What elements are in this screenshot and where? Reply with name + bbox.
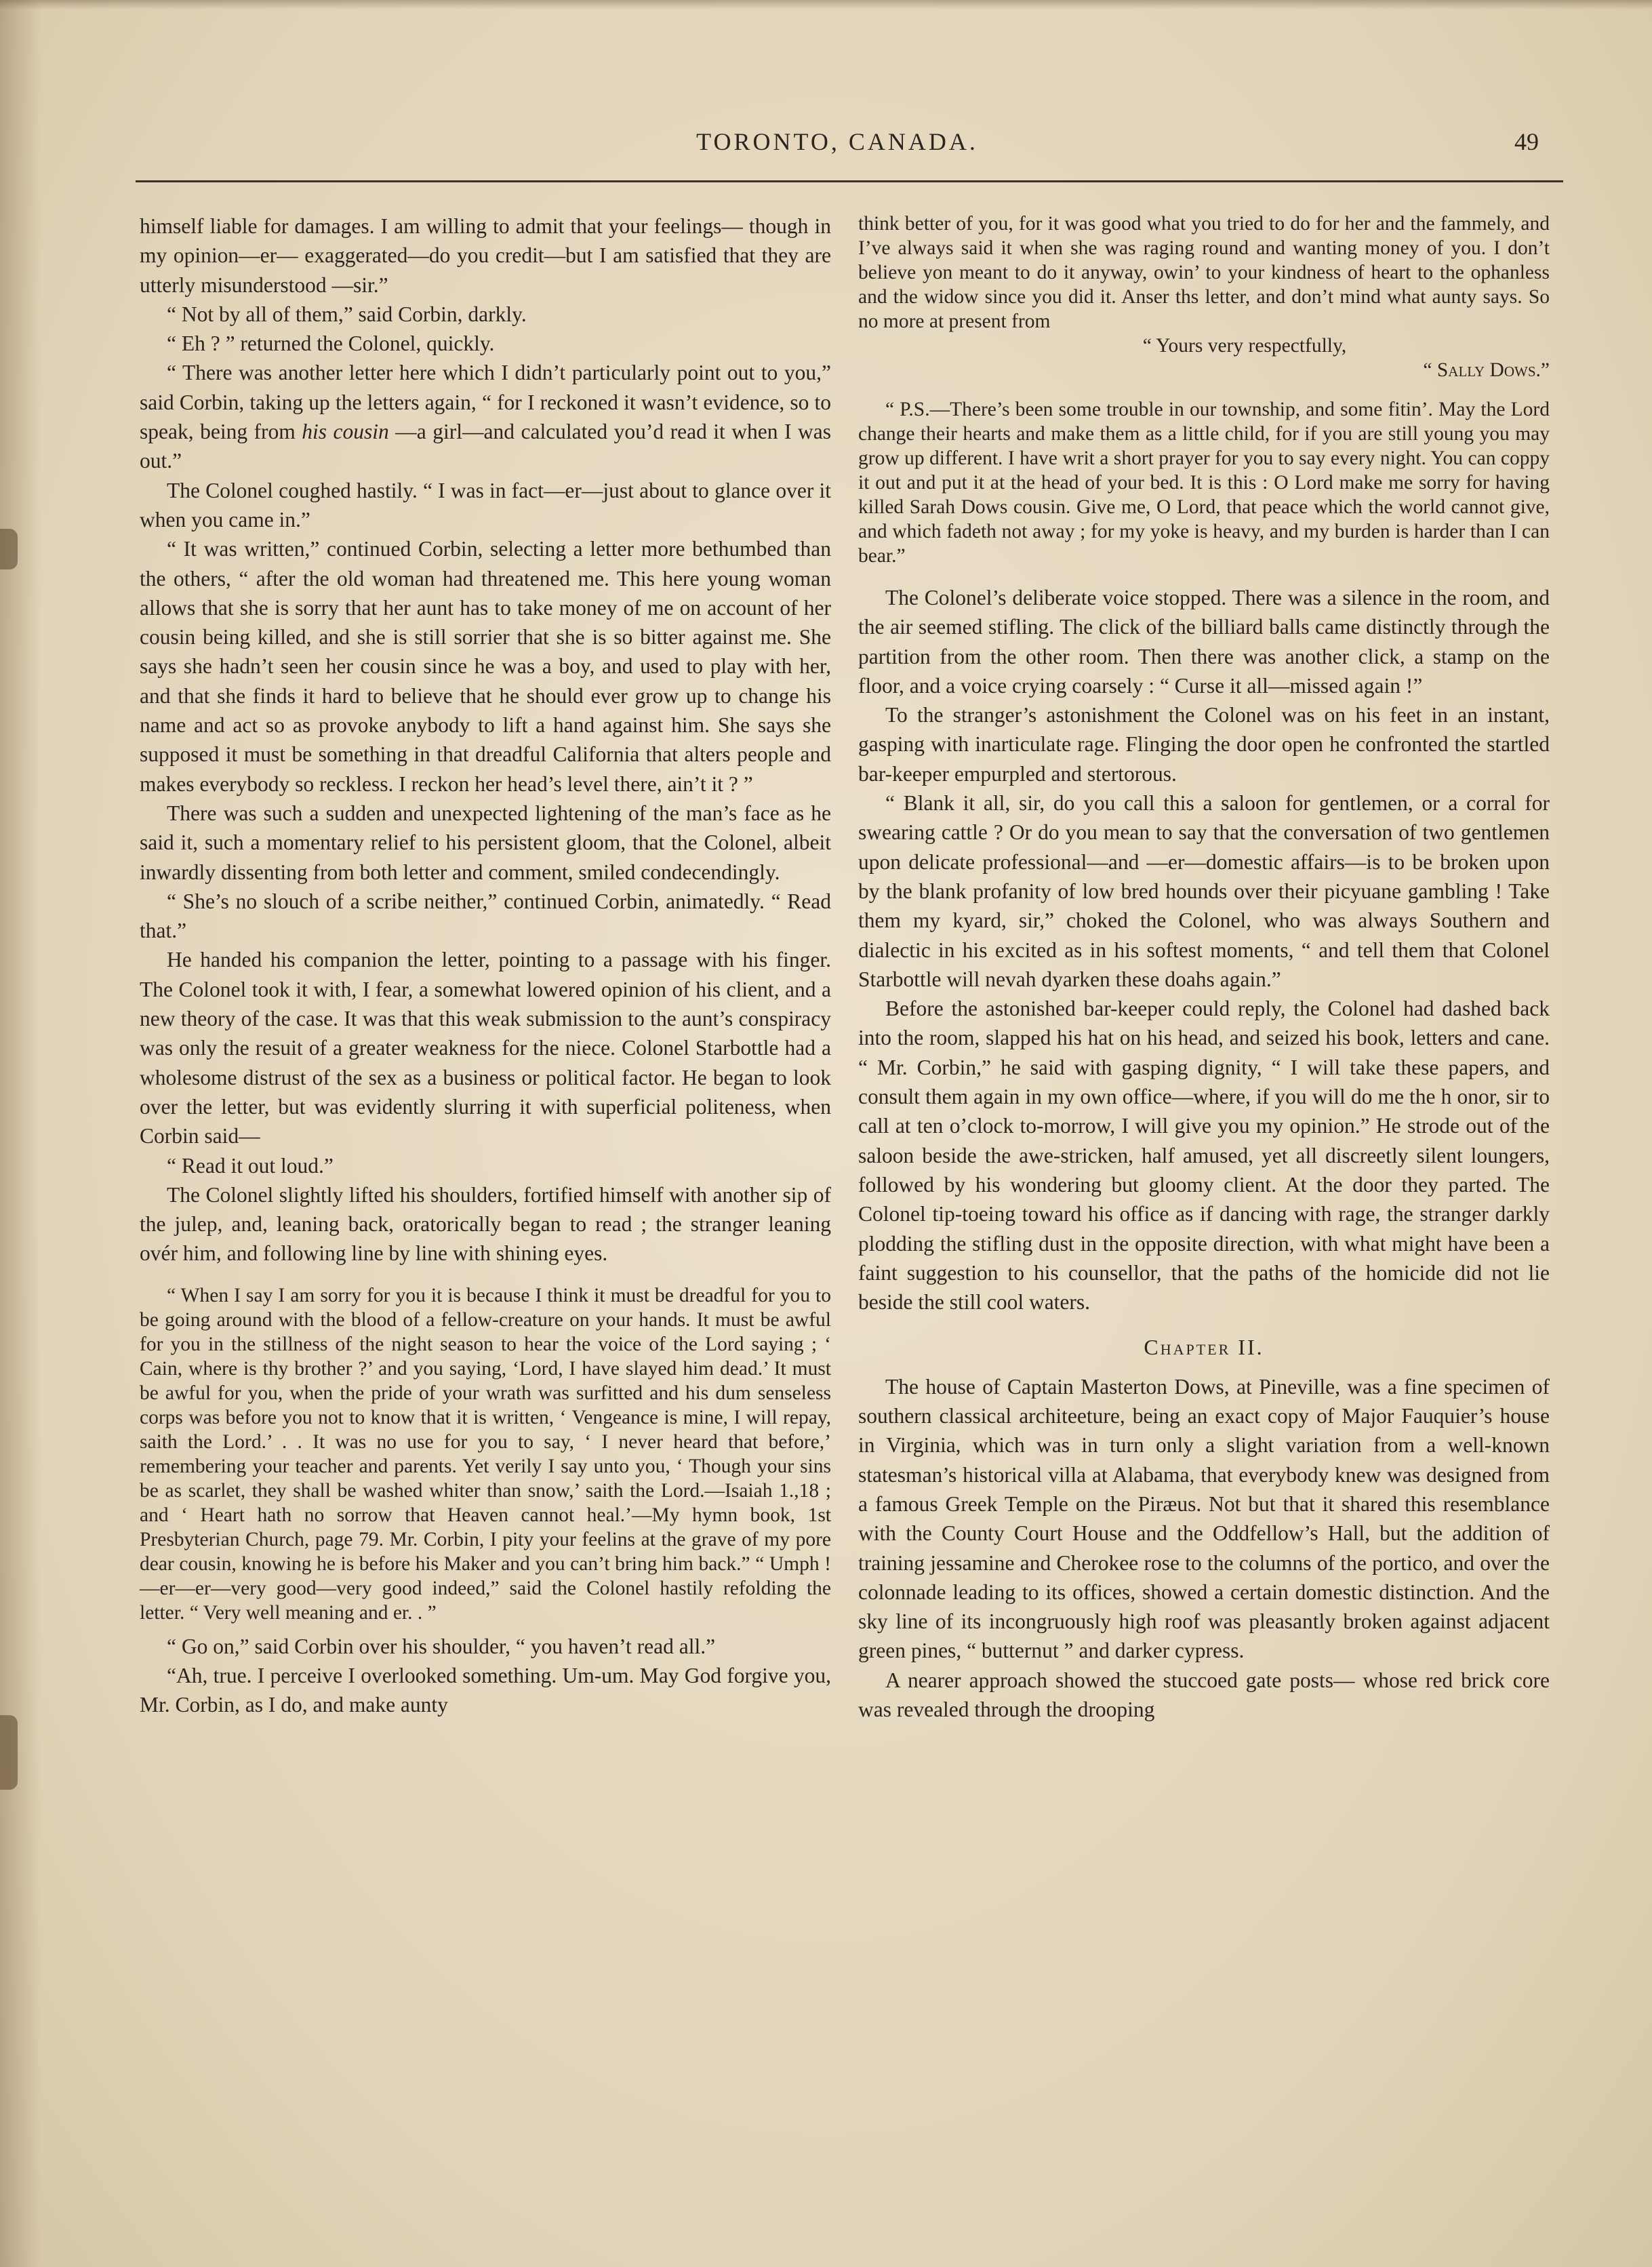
paragraph: The house of Captain Masterton Dows, at Pineville, was a fine specimen of southern classical architeeture, being an exact copy of Major Fauquier’s house in Virginia, which was in turn only a slight variation from a well-known statesman’s historical villa at Alabama, that everybody knew was designed from a famous Greek Temple on the Piræus. Not but that it shared this resemblance with the County Court House and the Oddfellow’s Hall, but the addition of training jessamine and Cherokee rose to the columns of the portico, and over the colonnade leading to its offices, showed a certain domestic distinction. And the sky line of its incongruously high roof was pleasantly broken against adjacent green pines, “ butternut ” and darker cypress.	[858, 1374, 1550, 1663]
paragraph: “ It was written,” continued Corbin, selecting a letter more bethumbed than the others, “ after the old woman had threatened me. This here young woman allows that she is sorry that her aunt has to take money of me on account of her cousin being killed, and she is still sorrier that she is so bitter against me. She says she hadn’t seen her cousin since he was a boy, and used to play with her, and that she finds it hard to believe that he should ever grow up to change his name and act so as provoke anybody to lift a hand against him. She says she supposed it must be something in that dreadful California that alters people and makes everybody so reckless. I reckon her head’s level there, ain’t it ? ”	[140, 537, 831, 796]
chapter-heading: Chapter II.	[1144, 1335, 1264, 1360]
running-header	[136, 127, 1539, 168]
running-head-title: TORONTO, CANADA.	[696, 128, 978, 155]
paragraph: To the stranger’s astonishment the Colonel was on his feet in an instant, gasping with inarticulate rage. Flinging the door open he confronted the startled bar-keeper empurpled and stertorous.	[858, 703, 1550, 786]
paragraph: The Colonel coughed hastily. “ I was in fact—er—just about to glance over it when you came in.”	[140, 478, 831, 531]
letter-text: “ When I say I am sorry for you it is because I think it must be dreadful for you to be going around with the blood of a fellow-creature on your hands. It must be awful for you in the stillness of the night season to hear the voice of the Lord saying ; ‘ Cain, where is thy brother ?’ and you saying, ‘Lord, I have slayed him dead.’ It must be awful for you, when the pride of your wrath was surfitted and his dum senseless corps was before you not to know that it is written, ‘ Vengeance is mine, I will repay, saith the Lord.’ . . It was no use for you to say, ‘ I never heard that before,’ remembering your teacher and parents. Yet verily I say unto you, ‘ Though your sins be as scarlet, they shall be washed whiter than snow,’ saith the Lord.—Isaiah 1.,18 ; and ‘ Heart hath no sorrow that Heaven cannot heal.’—My hymn book, 1st Presbyterian Church, page 79. Mr. Corbin, I pity your feelins at the grave of my pore dear cousin, knowing he is before his Maker and you can’t bring him back.” “ Umph ! —er—er—very good—very good indeed,” said the Colonel hastily refolding the letter. “ Very well meaning and er. . ”	[140, 1284, 831, 1624]
page-top-edge	[0, 0, 1652, 9]
page-number: 49	[1514, 128, 1539, 155]
letter-closing: “ Yours very respectfully,	[1142, 335, 1347, 357]
paragraph: Before the astonished bar-keeper could reply, the Colonel had dashed back into the room, slapped his hat on his head, and seized his book, letters and cane. “ Mr. Corbin,” he said with gasping dignity, “ I will take these papers, and consult them again in my own office—where, if you will do me the h onor, sir to call at ten o’clock to-morrow, I will give you my opinion.” He strode out of the saloon beside the awe-stricken, half amused, yet all discreetly silent loungers, followed by his wondering but gloomy client. At the door they parted. The Colonel tip-toeing toward his office as if dancing with rage, the stranger darkly plodding the stifling dust in the opposite direction, with what might have been a faint suggestion to his counsellor, that the paths of the homicide did not lie beside the still cool waters.	[858, 997, 1550, 1315]
paragraph: “ Not by all of them,” said Corbin, darkly.	[167, 302, 527, 326]
letter-signature: “ Sally Dows.”	[1423, 359, 1550, 381]
left-column	[140, 212, 831, 1720]
paragraph: “ Read it out loud.”	[167, 1153, 334, 1178]
header-rule	[136, 180, 1563, 182]
paragraph: himself liable for damages. I am willing to admit that your feelings— though in my opinion—er— exaggerated—do you credit—but I am satisfied that they are utterly misunderstood —sir.”	[140, 214, 831, 297]
paragraph: “ She’s no slouch of a scribe neither,” continued Corbin, animatedly. “ Read that.”	[140, 889, 831, 943]
page-edge-shadow	[0, 0, 41, 2267]
paragraph: “Ah, true. I perceive I overlooked something. Um-um. May God forgive you, Mr. Corbin, as I do, and make aunty	[140, 1663, 831, 1717]
text-run: “ There was another letter here which I didn’t particularly point out to you,” said Corbin, taking up the letters again, “ for I reckoned it wasn’t evidence, so to speak, being from	[140, 361, 831, 444]
letter-text: think better of you, for it was good what you tried to do for her and the fammely, and I’ve always said it when she was raging round and wanting money of you. I don’t believe yon meant to do it anyway, owin’ to your kindness of heart to the ophanless and the widow since you did it. Anser ths letter, and don’t mind what aunty says. So no more at present from	[858, 213, 1550, 332]
paragraph: “ Blank it all, sir, do you call this a saloon for gentlemen, or a corral for swearing cattle ? Or do you mean to say that the conversation of two gentlemen upon delicate professional—and —er—domestic affairs—is to be broken upon by the blank profanity of low bred hounds over their picyuane gambling ! Take them my kyard, sir,” choked the Colonel, who was always Southern and dialectic in his excited as in his softest moments, “ and tell them that Colonel Starbottle will nevah dyarken these doahs again.”	[858, 791, 1550, 991]
right-column	[858, 212, 1550, 1724]
paragraph: The Colonel slightly lifted his shoulders, fortified himself with another sip of the julep, and, leaning back, oratorically began to read ; the stranger leaning ovér him, and following line by line with shining eyes.	[140, 1182, 831, 1266]
paragraph: The Colonel’s deliberate voice stopped. There was a silence in the room, and the air seemed stifling. The click of the billiard balls came distinctly through the partition from the other room. Then there was another click, a stamp on the floor, and a voice crying coarsely : “ Curse it all—missed again !”	[858, 586, 1550, 698]
binding-mark	[0, 1715, 18, 1790]
text-run: —a girl—and calculated you’d read it when I was out.”	[140, 420, 831, 473]
italic-text: his cousin	[302, 420, 389, 444]
postscript: “ P.S.—There’s been some trouble in our township, and some fitin’. May the Lord change their hearts and make them as a little child, for if you are still young you may grow up different. I have writ a short prayer for you to say every night. You can coppy it out and put it at the head of your bed. It is this : O Lord make me sorry for having killed Sarah Dows cousin. Give me, O Lord, that peace which the world cannot give, and which fadeth not away ; for my yoke is heavy, and my burden is harder than I can bear.”	[858, 399, 1550, 567]
binding-mark	[0, 529, 18, 569]
paragraph: “ Go on,” said Corbin over his shoulder, “ you haven’t read all.”	[167, 1634, 716, 1658]
paragraph: “ Eh ? ” returned the Colonel, quickly.	[167, 332, 495, 356]
paragraph: A nearer approach showed the stuccoed gate posts— whose red brick core was revealed through the drooping	[858, 1668, 1550, 1721]
paragraph: He handed his companion the letter, pointing to a passage with his finger. The Colonel took it with, I fear, a somewhat lowered opinion of his client, and a new theory of the case. It was that this weak submission to the aunt’s conspiracy was only the resuit of a greater weakness for the niece. Colonel Starbottle had a wholesome distrust of the sex as a business or political factor. He began to look over the letter, but was evidently slurring it with superficial politeness, when Corbin said—	[140, 948, 831, 1148]
paragraph: There was such a sudden and unexpected lightening of the man’s face as he said it, such a momentary relief to his persistent gloom, that the Colonel, albeit inwardly dissenting from both letter and comment, smiled condecendingly.	[140, 801, 831, 884]
paragraph	[140, 358, 831, 475]
